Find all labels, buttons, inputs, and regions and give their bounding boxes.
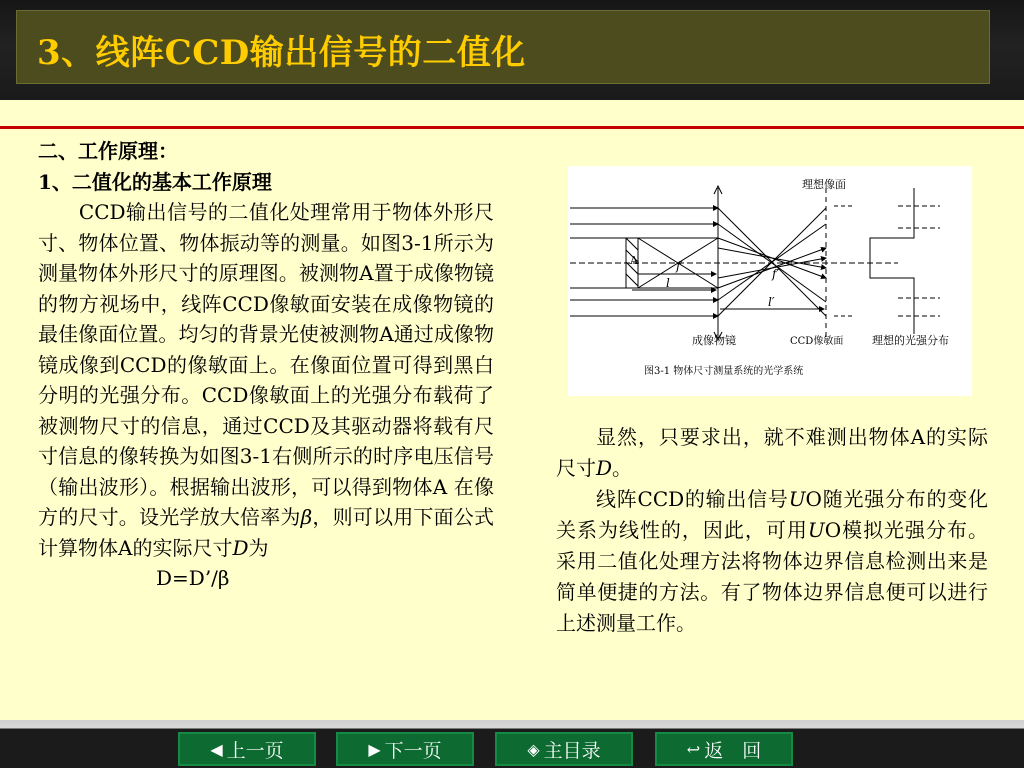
object-label: A [630,254,638,267]
diamond-icon: ◈ [527,739,540,759]
home-menu-button[interactable] [495,732,633,766]
title-box [16,10,990,84]
optical-diagram [568,166,972,396]
left-text-column [38,136,494,594]
content-area [0,100,1024,720]
triangle-left-icon: ◀ [210,739,223,759]
next-page-label: 下一页 [384,739,442,762]
principle-paragraph: CCD输出信号的二值化处理常用于物体外形尺寸、物体位置、物体振动等的测量。如图3-1所示为测量物体外形尺寸的原理图。被测物A置于成像物镜的物方视场中，线阵CCD像敏面安装在成像物镜的最佳像面位置。均匀的背景光使被测物A通过成像物镜成像到CCD的像敏面上。在像面位置可得到黑白分明的光强分布。CCD像敏面上的光强分布载荷了被测物尺寸的信息，通过CCD及其驱动器将载有尺寸信息的像转换为如图3-1右侧所示的时序电压信号（输出波形）。根据输出波形，可以得到物体A 在像方的尺寸。设光学放大倍率为β，则可以用下面公式计算物体A的实际尺寸D为 [38,200,495,560]
header-band [0,0,1024,100]
back-button[interactable] [655,732,793,766]
slide-title: 3、线阵CCD输出信号的二值化 [37,33,526,73]
prev-page-button[interactable] [178,732,316,766]
home-menu-label: 主目录 [543,739,601,762]
formula: D=D’/β [156,566,230,590]
optical-system-figure [568,166,972,396]
image-distance-label: l′ [768,295,775,309]
section-heading: 二、工作原理： [38,139,178,163]
conclusion-paragraph: 显然，只要求出，就不难测出物体A的实际尺寸D。 [556,425,988,480]
ideal-image-plane-label: 理想像面 [802,178,846,191]
binarization-paragraph: 线阵CCD的输出信号UO随光强分布的变化关系为线性的，因此，可用UO模拟光强分布。采用二值化处理方法将物体边界信息检测出来是简单便捷的方法。有了物体边界信息便可以进行上述测量工作。 [556,487,989,635]
figure-caption: 图3-1 物体尺寸测量系统的光学系统 [644,366,804,377]
focal-length-label: f [676,259,681,273]
subsection-heading: 1、二值化的基本工作原理 [38,169,272,194]
footer-nav-bar [0,720,1024,768]
back-label: 返 回 [704,739,762,762]
ccd-surface-label: CCD像敏面 [790,336,844,347]
right-text-column [556,422,988,639]
return-arrow-icon: ↩ [686,739,701,759]
prev-page-label: 上一页 [226,739,284,762]
lens-label: 成像物镜 [692,334,736,347]
divider-rule [0,126,1024,129]
object-distance-label: l [666,276,670,290]
ideal-distribution-label: 理想的光强分布 [872,334,949,347]
triangle-right-icon: ▶ [368,739,381,759]
image-focal-length-label: f′ [772,267,780,281]
next-page-button[interactable] [336,732,474,766]
